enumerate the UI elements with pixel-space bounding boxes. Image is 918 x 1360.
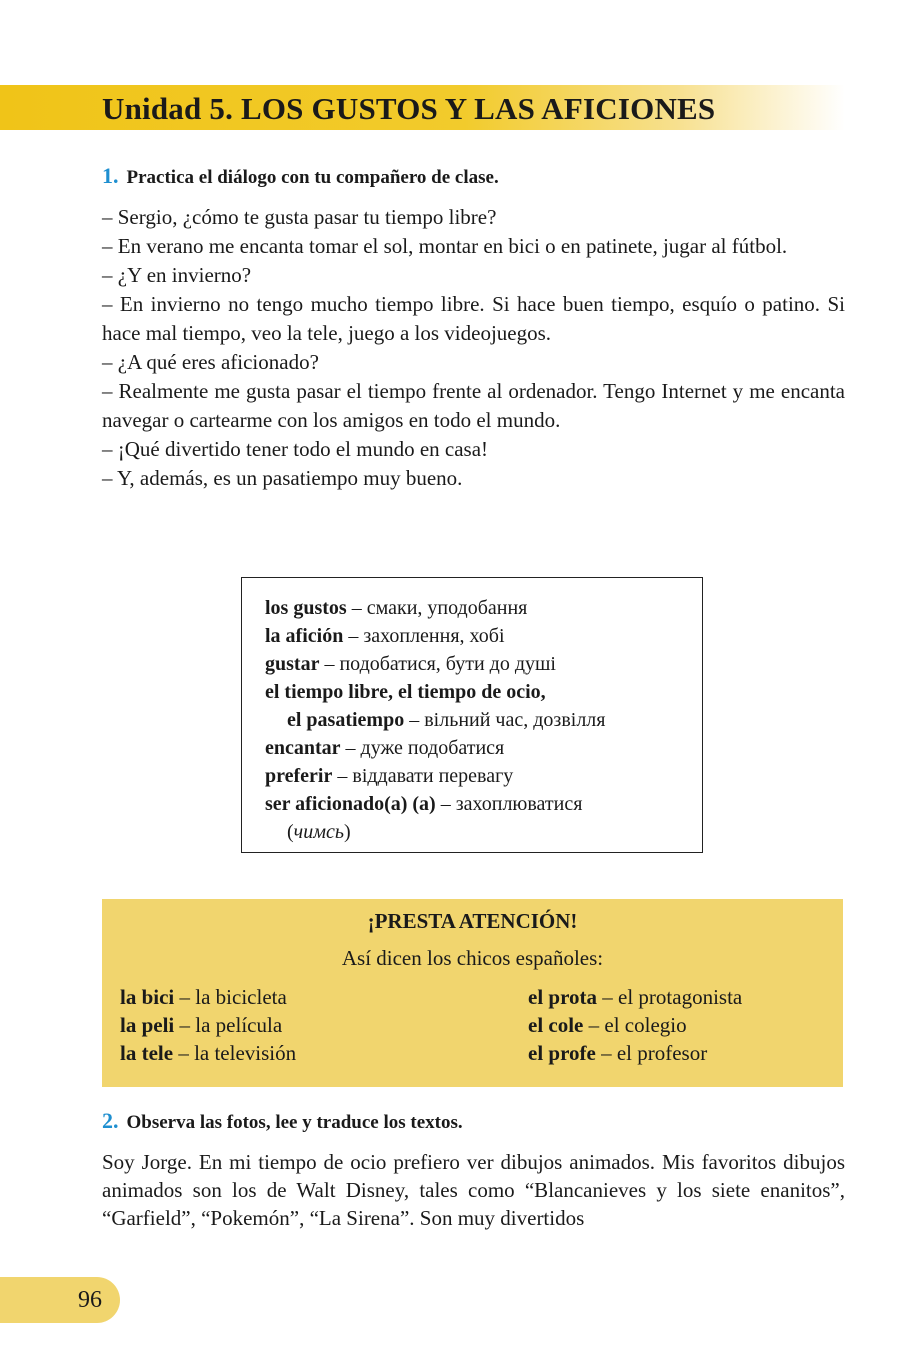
slang-meaning: – el protagonista [597, 985, 743, 1009]
slang-meaning: – el profesor [595, 1041, 708, 1065]
vocab-term: ser aficionado(a) (a) [265, 793, 436, 815]
attention-subtitle: Así dicen los chicos españoles: [341, 946, 604, 970]
vocab-translation: – віддавати перевагу [332, 765, 514, 787]
dialogue-line: – Sergio, ¿cómo te gusta pasar tu tiempo libre? [102, 205, 497, 229]
vocab-entry [265, 622, 702, 650]
slang-term: la peli [120, 1013, 175, 1037]
vocab-entry [265, 706, 702, 734]
slang-entry [528, 1011, 742, 1039]
vocabulary-box [241, 577, 703, 853]
slang-term: el profe [528, 1041, 596, 1065]
page-number-tab [0, 1277, 120, 1323]
vocab-term: el tiempo libre, el tiempo de ocio, [265, 681, 546, 703]
vocab-entry [265, 734, 702, 762]
vocab-term: gustar [265, 653, 320, 675]
slang-term: el cole [528, 1013, 584, 1037]
vocab-entry [265, 678, 702, 706]
vocab-translation: – захоплюватися [435, 793, 583, 815]
vocab-translation: – смаки, уподобання [346, 597, 528, 619]
dialogue-line: – ¿A qué eres aficionado? [102, 350, 319, 374]
slang-term: la bici [120, 985, 175, 1009]
dialogue-line: – En verano me encanta tomar el sol, montar en bici o en patinete, jugar al fútbol. [102, 234, 788, 258]
vocab-translation: – дуже подобатися [340, 737, 505, 759]
dialogue [102, 203, 845, 493]
slang-meaning: – el colegio [583, 1013, 687, 1037]
reading-text: Soy Jorge. En mi tiempo de ocio prefiero ver dibujos animados. Mis favoritos dibujos animados son los de Walt Disney, tales como “Blancanieves y los siete enanitos”, “Garfield”, “Pokemón”, “La Sirena”. Son muy divertidos [102, 1150, 845, 1230]
vocab-term: la afición [265, 625, 344, 647]
dialogue-line: – En invierno no tengo mucho tiempo libre. Si hace buen tiempo, esquío o patino. Si hace mal tiempo, veo la tele, juego a los videojuegos. [102, 292, 845, 345]
slang-entry [120, 1039, 296, 1067]
exercise-2-text: Observa las fotos, lee y traduce los textos. [126, 1112, 463, 1133]
page-number: 96 [78, 1287, 102, 1313]
exercise-2-instruction [102, 1109, 463, 1135]
slang-term: el prota [528, 985, 598, 1009]
exercise-1-instruction [102, 164, 499, 190]
vocab-italic: чимсь [293, 821, 344, 843]
slang-term: la tele [120, 1041, 174, 1065]
attention-box [102, 899, 843, 1087]
exercise-1-text: Practica el diálogo con tu compañero de clase. [126, 167, 499, 188]
dialogue-line: – ¿Y en invierno? [102, 263, 252, 287]
slang-entry [528, 1039, 742, 1067]
vocab-entry [265, 594, 702, 622]
slang-meaning: – la bicicleta [174, 985, 287, 1009]
vocab-entry [265, 818, 702, 846]
attention-right-column [528, 983, 742, 1067]
dialogue-line: – Y, además, es un pasatiempo muy bueno. [102, 466, 463, 490]
slang-entry [120, 983, 296, 1011]
vocab-term: preferir [265, 765, 333, 787]
vocab-entry [265, 790, 702, 818]
slang-entry [120, 1011, 296, 1039]
vocab-entry [265, 650, 702, 678]
dialogue-line: – ¡Qué divertido tener todo el mundo en casa! [102, 437, 489, 461]
exercise-2-number: 2. [102, 1108, 119, 1133]
slang-entry [528, 983, 742, 1011]
attention-left-column [120, 983, 296, 1067]
vocab-entry [265, 762, 702, 790]
slang-meaning: – la televisión [173, 1041, 297, 1065]
vocab-term: encantar [265, 737, 341, 759]
unit-title: Unidad 5. LOS GUSTOS Y LAS AFICIONES [102, 91, 716, 126]
dialogue-line: – Realmente me gusta pasar el tiempo frente al ordenador. Tengo Internet y me encanta navegar o cartearme con los amigos en todo el mundo. [102, 379, 845, 432]
vocab-translation: – вільний час, дозвілля [404, 709, 606, 731]
vocab-paren-close: ) [343, 821, 351, 843]
vocab-translation: – захоплення, хобі [343, 625, 505, 647]
vocab-paren-open: ( [287, 821, 294, 843]
slang-meaning: – la película [174, 1013, 283, 1037]
vocab-term: el pasatiempo [287, 709, 405, 731]
vocab-translation: – подобатися, бути до душі [319, 653, 556, 675]
exercise-1-number: 1. [102, 163, 119, 188]
attention-title: ¡PRESTA ATENCIÓN! [367, 909, 578, 933]
vocab-term: los gustos [265, 597, 347, 619]
